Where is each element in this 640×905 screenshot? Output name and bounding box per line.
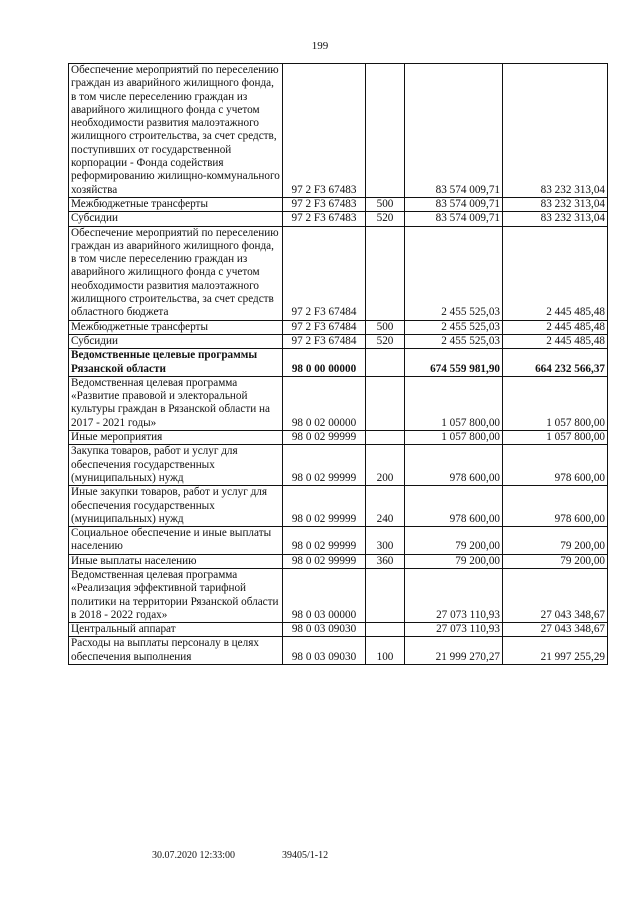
row-sum-2022-cell: 21 997 255,29: [503, 637, 608, 665]
row-sum-2021-cell: 27 073 110,93: [405, 568, 503, 622]
row-sum-2022-cell: 27 043 348,67: [503, 623, 608, 637]
row-sum-2021-cell: 1 057 800,00: [405, 376, 503, 430]
table-row: [69, 349, 608, 377]
row-name-cell: Межбюджетные трансферты: [69, 197, 283, 211]
row-sum-2021-cell: 978 600,00: [405, 445, 503, 486]
table-row: [69, 212, 608, 226]
row-name-cell: Ведомственная целевая программа «Развитие правовой и электоральной культуры граждан в Рязанской области на 2017 - 2021 годы»: [69, 376, 283, 430]
row-sum-2022-cell: 83 232 313,04: [503, 197, 608, 211]
row-sum-2022-cell: 2 445 485,48: [503, 320, 608, 334]
table-row: [69, 64, 608, 198]
table-row: [69, 445, 608, 486]
row-sum-2022-cell: 83 232 313,04: [503, 64, 608, 198]
row-sum-2021-cell: 21 999 270,27: [405, 637, 503, 665]
row-sum-2021-cell: 2 455 525,03: [405, 226, 503, 320]
row-expense-type-cell: [366, 431, 405, 445]
row-sum-2022-cell: 978 600,00: [503, 445, 608, 486]
row-name-cell: Центральный аппарат: [69, 623, 283, 637]
row-code-cell: 98 0 02 99999: [283, 431, 366, 445]
row-sum-2021-cell: 27 073 110,93: [405, 623, 503, 637]
row-sum-2021-cell: 83 574 009,71: [405, 197, 503, 211]
row-code-cell: 98 0 00 00000: [283, 349, 366, 377]
row-name-cell: Иные мероприятия: [69, 431, 283, 445]
row-name-cell: Социальное обеспечение и иные выплаты населению: [69, 527, 283, 555]
row-name-cell: Ведомственная целевая программа «Реализация эффективной тарифной политики на территории Рязанской области в 2018 - 2022 годах»: [69, 568, 283, 622]
row-name-cell: Субсидии: [69, 212, 283, 226]
row-code-cell: 97 2 F3 67483: [283, 64, 366, 198]
table-row: [69, 637, 608, 665]
row-expense-type-cell: [366, 64, 405, 198]
budget-table-body: [69, 64, 608, 665]
row-name-cell: Межбюджетные трансферты: [69, 320, 283, 334]
row-name-cell: Ведомственные целевые программы Рязанской области: [69, 349, 283, 377]
row-name-cell: Расходы на выплаты персоналу в целях обеспечения выполнения: [69, 637, 283, 665]
row-code-cell: 97 2 F3 67484: [283, 334, 366, 348]
table-row: [69, 226, 608, 320]
row-expense-type-cell: 100: [366, 637, 405, 665]
row-sum-2021-cell: 674 559 981,90: [405, 349, 503, 377]
row-sum-2021-cell: 978 600,00: [405, 486, 503, 527]
table-row: [69, 554, 608, 568]
row-code-cell: 98 0 02 99999: [283, 445, 366, 486]
row-expense-type-cell: 500: [366, 197, 405, 211]
row-expense-type-cell: 200: [366, 445, 405, 486]
row-expense-type-cell: [366, 226, 405, 320]
row-sum-2021-cell: 1 057 800,00: [405, 431, 503, 445]
table-row: [69, 334, 608, 348]
row-sum-2022-cell: 79 200,00: [503, 527, 608, 555]
row-code-cell: 97 2 F3 67484: [283, 320, 366, 334]
row-sum-2022-cell: 1 057 800,00: [503, 376, 608, 430]
row-sum-2021-cell: 79 200,00: [405, 554, 503, 568]
page-number: 199: [311, 40, 329, 52]
row-name-cell: Обеспечение мероприятий по переселению граждан из аварийного жилищного фонда, в том числе переселению граждан из аварийного жилищного фонда с учетом необходимости развития малоэтажного жилищного строительства, за счет средств, поступивших от государственной корпорации - Фонда содействия реформированию жилищно-коммунального хозяйства: [69, 64, 283, 198]
row-code-cell: 98 0 03 09030: [283, 623, 366, 637]
row-expense-type-cell: [366, 568, 405, 622]
footer-timestamp: 30.07.2020 12:33:00: [152, 850, 236, 861]
row-sum-2021-cell: 83 574 009,71: [405, 212, 503, 226]
row-expense-type-cell: 360: [366, 554, 405, 568]
table-row: [69, 431, 608, 445]
row-expense-type-cell: 300: [366, 527, 405, 555]
row-name-cell: Субсидии: [69, 334, 283, 348]
row-sum-2022-cell: 79 200,00: [503, 554, 608, 568]
row-code-cell: 98 0 02 00000: [283, 376, 366, 430]
row-sum-2022-cell: 27 043 348,67: [503, 568, 608, 622]
row-expense-type-cell: 500: [366, 320, 405, 334]
row-name-cell: Иные закупки товаров, работ и услуг для обеспечения государственных (муниципальных) нужд: [69, 486, 283, 527]
row-code-cell: 98 0 02 99999: [283, 554, 366, 568]
table-row: [69, 568, 608, 622]
row-expense-type-cell: [366, 349, 405, 377]
row-name-cell: Закупка товаров, работ и услуг для обеспечения государственных (муниципальных) нужд: [69, 445, 283, 486]
row-sum-2022-cell: 2 445 485,48: [503, 226, 608, 320]
row-sum-2021-cell: 2 455 525,03: [405, 334, 503, 348]
footer-doc-number: 39405/1-12: [282, 850, 329, 861]
row-sum-2022-cell: 2 445 485,48: [503, 334, 608, 348]
table-row: [69, 486, 608, 527]
row-code-cell: 98 0 03 09030: [283, 637, 366, 665]
row-code-cell: 98 0 02 99999: [283, 527, 366, 555]
row-sum-2021-cell: 83 574 009,71: [405, 64, 503, 198]
table-row: [69, 376, 608, 430]
row-expense-type-cell: [366, 376, 405, 430]
row-sum-2022-cell: 664 232 566,37: [503, 349, 608, 377]
row-sum-2022-cell: 83 232 313,04: [503, 212, 608, 226]
row-sum-2021-cell: 79 200,00: [405, 527, 503, 555]
table-row: [69, 527, 608, 555]
row-name-cell: Обеспечение мероприятий по переселению граждан из аварийного жилищного фонда, в том числе переселению граждан из аварийного жилищного фонда с учетом необходимости развития малоэтажного жилищного строительства, за счет средств областного бюджета: [69, 226, 283, 320]
table-row: [69, 623, 608, 637]
table-row: [69, 320, 608, 334]
row-sum-2022-cell: 1 057 800,00: [503, 431, 608, 445]
table-row: [69, 197, 608, 211]
row-code-cell: 97 2 F3 67484: [283, 226, 366, 320]
row-expense-type-cell: 240: [366, 486, 405, 527]
row-sum-2021-cell: 2 455 525,03: [405, 320, 503, 334]
row-name-cell: Иные выплаты населению: [69, 554, 283, 568]
row-code-cell: 97 2 F3 67483: [283, 197, 366, 211]
row-code-cell: 97 2 F3 67483: [283, 212, 366, 226]
row-code-cell: 98 0 03 00000: [283, 568, 366, 622]
row-expense-type-cell: 520: [366, 212, 405, 226]
row-expense-type-cell: [366, 623, 405, 637]
row-sum-2022-cell: 978 600,00: [503, 486, 608, 527]
row-expense-type-cell: 520: [366, 334, 405, 348]
budget-table: [68, 63, 608, 665]
row-code-cell: 98 0 02 99999: [283, 486, 366, 527]
